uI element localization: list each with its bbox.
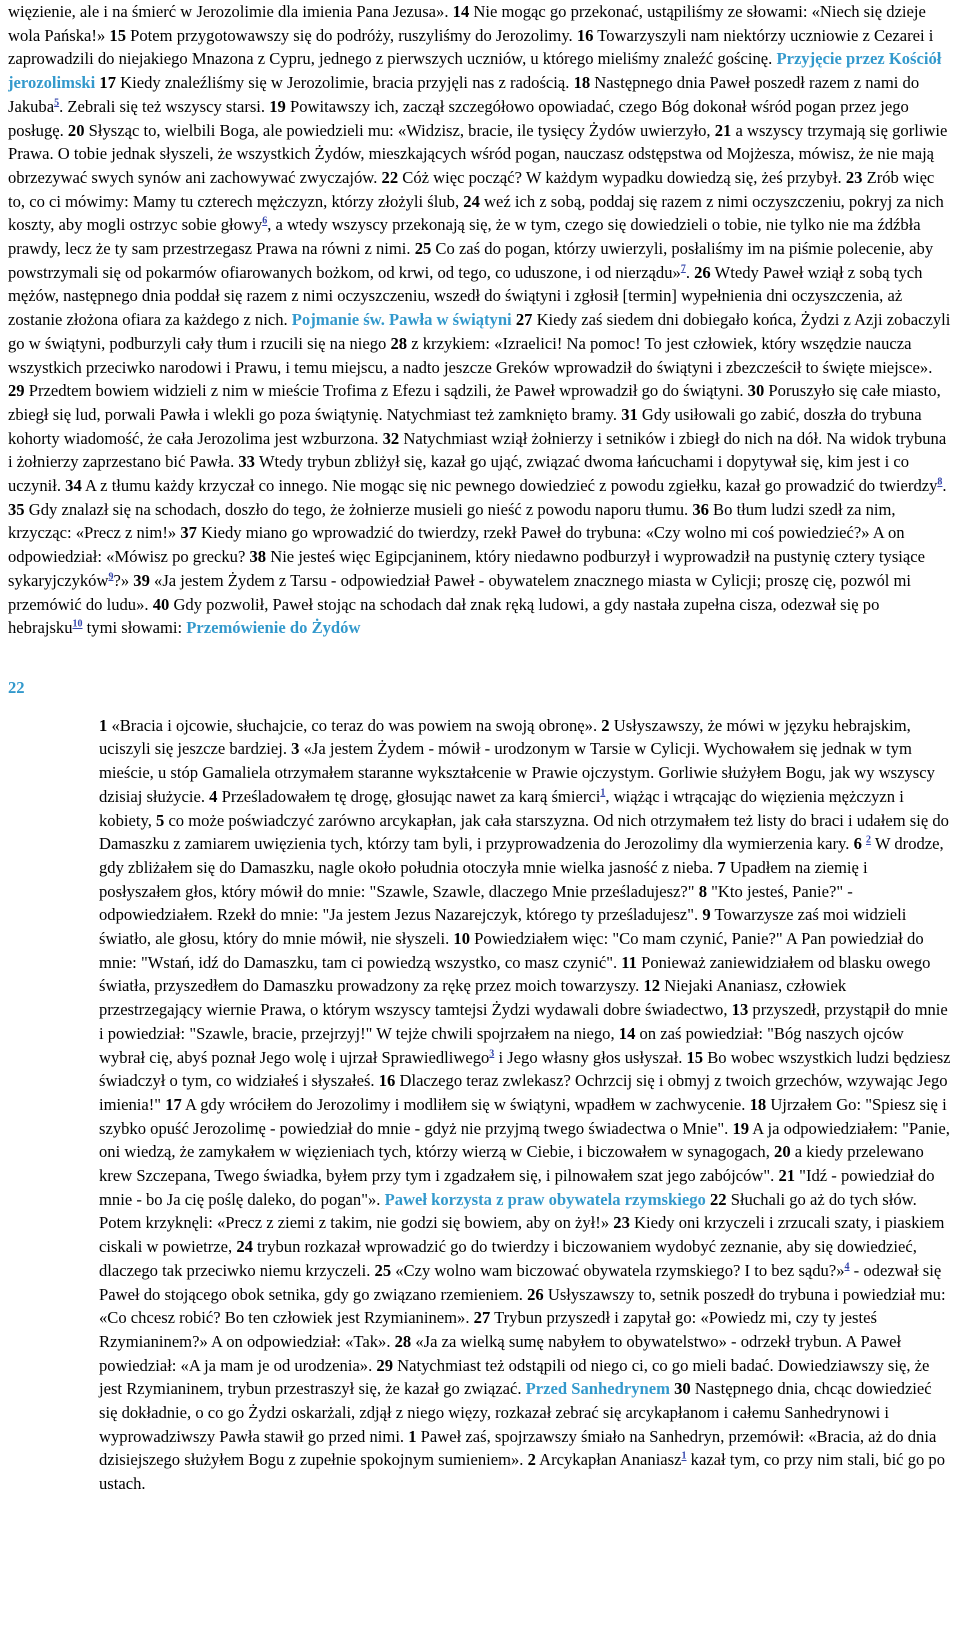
text-run: «Bracia i ojcowie, słuchajcie, co teraz do was powiem na swoją obronę». [107,715,602,735]
text-run: Natychmiast wziął żołnierzy i setników i zbiegł do nich na dół. Na widok trybuna i żołnierzy zaprzestano bić Pawła. [8,428,947,472]
verse-number: 25 [414,239,432,259]
text-run: Poruszyło się całe miasto, zbiegł się lud, porwali Pawła i wlekli go poza świątynię. Natychmiast też zamknięto bramy. [8,381,941,424]
text-run: «Ja za wielką sumę nabyłem to obywatelstwo» - odrzekł trybun. A Paweł powiedział: «A ja mam je od urodzenia». [99,1331,902,1375]
footnote-link[interactable]: 3 [489,1048,495,1059]
text-run: Słuchali go aż do tych słów. Potem krzyknęli: «Precz z ziemi z takim, nie godzi się bowiem, aby on żył!» [99,1189,917,1233]
text-run: kazał tym, co przy nim stali, bić go po ustach. [99,1450,946,1494]
section-heading: Paweł korzysta z praw obywatela rzymskiego [384,1189,706,1209]
text-run: ?» [113,570,134,590]
verse-number: 17 [99,73,117,93]
text-run: A ja odpowiedziałem: "Panie, oni wiedzą, że zamykałem w więzieniach tych, którzy wierzą w Ciebie, i biczowałem w synagogach, [99,1118,950,1162]
text-run: Natychmiast też odstąpili od niego ci, co go mieli badać. Dowiedziawszy się, że jest Rzymianinem, trybun przestraszył się, że kazał go związać. [99,1355,930,1399]
text-run: Co zaś do pogan, którzy uwierzyli, posłaliśmy im na piśmie polecenie, aby powstrzymali się od pokarmów ofiarowanych bożkom, od krwi, od tego, co uduszone, i od nierządu» [8,239,934,282]
text-run: A z tłumu każdy krzyczał co innego. Nie mogąc się nic pewnego dowiedzieć z powodu zgiełku, kazał go prowadzić do twierdzy [81,476,938,496]
footnote-link[interactable]: 2 [866,834,872,846]
text-run: Cóż więc począć? W każdym wypadku dowiedzą się, żeś przybył. [398,167,846,187]
verse-number: 28 [394,1331,412,1351]
text-run: Bo tłum ludzi szedł za nim, krzycząc: «Precz z nim!» [8,499,896,543]
text-run: Wtedy trybun zbliżył się, kazał go ująć, związać dwoma łańcuchami i dopytywał się, kim jest i co uczynił. [8,452,909,496]
text-run: «Ja jestem Żydem z Tarsu - odpowiedział Paweł - obywatelem znacznego miasta w Cylicji; proszę cię, pozwól mi przemówić do ludu». [8,570,912,614]
verse-number: 25 [374,1260,392,1280]
text-run: weź ich z sobą, poddaj się razem z nimi oczyszczeniu, pokryj za nich koszty, aby mogli ostrzyc sobie głowy [8,191,944,235]
footnote-link[interactable]: 1 [600,787,606,799]
text-run: Usłyszawszy to, setnik poszedł do trybuna i powiedział mu: «Co chcesz robić? Bo ten człowiek jest Rzymianinem». [99,1284,946,1328]
text-run: Kiedy znaleźliśmy się w Jerozolimie, bracia przyjęli nas z radością. [116,73,574,93]
text-run: - odezwał się Paweł do stojącego obok setnika, gdy go związano rzemieniem. [99,1260,942,1304]
paragraph-chapter-22-body [8,714,952,1496]
text-run: Potem przygotowawszy się do podróży, ruszyliśmy do Jerozolimy. [125,25,577,45]
text-run: Towarzysze zaś moi widzieli światło, ale głosu, który do mnie mówił, nie słyszeli. [99,905,907,949]
text-run: Kiedy oni krzyczeli i zrzucali szaty, i piaskiem ciskali w powietrze, [99,1213,945,1257]
verse-number: 11 [621,952,637,972]
footnote-link[interactable]: 6 [262,215,268,227]
text-run: Trybun przyszedł i zapytał go: «Powiedz mi, czy ty jesteś Rzymianinem?» A on odpowiedział: «Tak». [99,1308,877,1351]
text-run: «Ja jestem Żydem - mówił - urodzonym w Tarsie w Cylicji. Wychowałem się jednak w tym mieście, u stóp Gamaliela otrzymałem staranne wykształcenie w Prawie ojczystym. Gorliwie służyłem Bogu, jak wy wszyscy dzisiaj służycie. [99,739,935,806]
verse-number: 13 [731,1000,749,1020]
verse-number: 30 [674,1379,691,1399]
text-run: Nie mogąc go przekonać, ustąpiliśmy ze słowami: «Niech się dzieje wola Pańska!» [8,2,926,45]
verse-number: 24 [236,1237,253,1257]
verse-number: 16 [576,25,594,45]
verse-number: 22 [381,167,399,187]
text-run: co może poświadczyć zarówno arcykapłan, jak cała starszyzna. Od nich otrzymałem też listy do braci i udałem się do Damaszku z zamiarem uwięzienia tych, którzy tam byli, i przyprowadzenia do Jerozolimy dla wymierzenia kary. [99,810,949,854]
text-run: Upadłem na ziemię i posłyszałem głos, który mówił do mnie: "Szawle, Szawle, dlaczego Mnie prześladujesz?" [99,857,868,901]
text-run: A gdy wróciłem do Jerozolimy i modliłem się w świątyni, wpadłem w zachwycenie. [181,1094,750,1114]
verse-number: 39 [133,570,150,590]
text-run: Paweł zaś, spojrzawszy śmiało na Sanhedryn, przemówił: «Bracia, aż do dnia dzisiejszego służyłem Bogu z zupełnie spokojnym sumieniem». [99,1426,937,1470]
text-run: Towarzyszyli nam niektórzy uczniowie z Cezarei i zaprowadzili do niejakiego Mnazona z Cypru, jednego z pierwszych uczniów, u którego mieliśmy znaleźć gościnę. [8,25,934,69]
text-run: Gdy usiłowali go zabić, doszła do trybuna kohorty wiadomość, że cała Jerozolima jest wzburzona. [8,404,922,448]
verse-number: 15 [686,1047,704,1067]
footnote-link[interactable]: 7 [680,263,686,275]
text-run: Przedtem bowiem widzieli z nim w mieście Trofima z Efezu i sądzili, że Paweł wprowadził go do świątyni. [24,381,748,401]
verse-number: 7 [717,857,726,877]
verse-number: 17 [165,1094,182,1114]
text-run: Następnego dnia, chcąc dowiedzieć się dokładnie, o co go Żydzi oskarżali, zdjął z niego więzy, rozkazał zebrać się arcykapłanom i całemu Sanhedrynowi i wyprowadziwszy Pawła stawił go przed nimi. [99,1379,932,1446]
verse-number: 21 [778,1166,796,1186]
text-run: Dlaczego teraz zwlekasz? Ochrzcij się i obmyj z twoich grzechów, wzywając Jego imienia!" [99,1071,948,1114]
verse-number: 29 [376,1355,393,1375]
text-run: z krzykiem: «Izraelici! Na pomoc! To jest człowiek, który wszędzie naucza wszystkich przeciwko narodowi i Prawu, i temu miejscu, a nadto jeszcze Greków wprowadził do świątyni i zbezcześcił to święte miejsce». [8,333,933,377]
text-run: . [942,476,947,496]
verse-number: 28 [390,333,408,353]
verse-number: 18 [573,73,591,93]
verse-number: 34 [65,476,82,496]
text-run: Ponieważ zaniewidziałem od blasku owego światła, przyszedłem do Damaszku prowadzony za rękę przez moich towarzyszy. [99,952,931,996]
verse-number: 29 [8,381,25,401]
text-run: «Czy wolno wam biczować obywatela rzymskiego? I to bez sądu?» [391,1260,845,1280]
verse-number: 4 [209,786,218,806]
verse-number: 38 [249,547,267,567]
verse-number: 26 [694,262,711,282]
verse-number: 33 [238,452,255,472]
verse-number: 1 [408,1426,417,1446]
verse-number: 14 [618,1023,636,1043]
verse-number: 22 [709,1189,727,1209]
verse-number: 37 [180,523,197,543]
text-run: Nie jesteś więc Egipcjaninem, który niedawno podburzył i wyprowadził na pustynię cztery tysiące sykaryjczyków [8,547,925,590]
verse-number: 18 [749,1094,767,1114]
section-heading: Przyjęcie przez Kościół jerozolimski [8,49,942,93]
text-run: a wszyscy trzymają się gorliwie Prawa. O tobie jednak słyszeli, że wszystkich Żydów, mieszkających wśród pogan, nauczasz odstępstwa od Mojżesza, mówisz, że nie mają obrzezywać swych synów ani zachowywać zwyczajów. [8,120,948,187]
footnote-link[interactable]: 4 [844,1261,850,1273]
verse-number: 3 [291,739,300,759]
verse-number: 20 [67,120,85,140]
text-run: . [685,262,695,282]
text-run: Zrób więc to, co ci mówimy: Mamy tu czterech mężczyzn, którzy złożyli ślub, [8,167,935,211]
paragraph-chapter-21-end [8,0,952,640]
footnote-link[interactable]: 9 [108,571,114,583]
verse-number: 16 [378,1071,396,1091]
text-run: , a wtedy wszyscy przekonają się, że w tym, czego się dowiedzieli o tobie, nie tylko nie ma źdźbła prawdy, lecz że ty sam przestrzegasz Prawa na równi z nimi. [8,215,921,259]
verse-number: 19 [269,96,286,116]
verse-number: 5 [156,810,165,830]
verse-number: 9 [702,905,711,925]
verse-number: 15 [109,25,126,45]
text-run: Kiedy miano go wprowadzić do twierdzy, rzekł Paweł do trybuna: «Czy wolno mi coś powiedzieć?» A on odpowiedział: «Mówisz po grecku? [8,523,905,567]
text-run: Gdy znalazł się na schodach, doszło do tego, że żołnierze musieli go nieść z powodu naporu tłumu. [24,499,693,519]
text-run: Powitawszy ich, zaczął szczegółowo opowiadać, czego Bóg dokonał wśród pogan przez jego posługę. [8,96,909,140]
text-run: "Kto jesteś, Panie?" - odpowiedziałem. Rzekł do mnie: "Ja jestem Jezus Nazarejczyk, którego ty prześladujesz". [99,881,853,925]
verse-number: 12 [643,976,661,996]
verse-number: 10 [453,929,471,949]
verse-number: 8 [698,881,707,901]
section-heading: Przemówienie do Żydów [186,618,361,638]
text-run: Następnego dnia Paweł poszedł razem z nami do Jakuba [8,73,920,116]
text-run: Gdy pozwolił, Paweł stojąc na schodach dał znak ręką ludowi, a gdy nastała zupełna cisza, odezwał się po hebrajsku [8,594,880,638]
verse-number: 2 [601,715,610,735]
verse-number: 32 [382,428,400,448]
text-run: Kiedy zaś siedem dni dobiegało końca, Żydzi z Azji zobaczyli go w świątyni, podburzyli cały tłum i rzucili się na niego [8,310,951,353]
text-run: W drodze, gdy zbliżałem się do Damaszku, nagle około południa otoczyła mnie wielka jasność z nieba. [99,834,944,877]
verse-number: 27 [515,310,533,330]
verse-number: 27 [473,1308,491,1328]
verse-number: 21 [714,120,732,140]
verse-number: 30 [747,381,765,401]
text-run: Niejaki Ananiasz, człowiek przestrzegający wiernie Prawa, o którym wszyscy tamtejsi Żydzi wydawali dobre świadectwo, [99,976,847,1020]
text-run: więzienie, ale i na śmierć w Jerozolimie dla imienia Pana Jezusa». [8,2,453,21]
section-heading: Przed Sanhedrynem [525,1379,670,1399]
footnote-link[interactable]: 8 [937,476,943,488]
verse-number: 26 [527,1284,544,1304]
text-run: on zaś powiedział: "Bóg naszych ojców wybrał cię, abyś poznał Jego wolę i ujrzał Sprawiedliwego [99,1023,904,1067]
section-heading: Pojmanie św. Pawła w świątyni [291,310,512,330]
text-run: "Idź - powiedział do mnie - bo Ja cię poślę daleko, do pogan"». [99,1166,935,1209]
footnote-link[interactable]: 5 [54,97,60,109]
text-run: przyszedł, przystąpił do mnie i powiedział: "Szawle, bracie, przejrzyj!" W tejże chwili spojrzałem na niego, [99,1000,948,1043]
text-run: i Jego własny głos usłyszał. [494,1047,687,1067]
verse-number: 31 [621,404,638,424]
verse-number: 23 [845,167,863,187]
text-run: a kiedy przelewano krew Szczepana, Twego świadka, byłem przy tym i zgadzałem się, i pilnowałem szat jego zabójców". [99,1142,924,1186]
text-run: Arcykapłan Ananiasz [535,1450,682,1470]
text-run: tymi słowami: [82,618,187,638]
verse-number: 1 [99,715,108,735]
text-run: Prześladowałem tę drogę, głosując nawet za karą śmierci [217,786,601,806]
text-run: Bo wobec wszystkich ludzi będziesz świadczył o tym, co widziałeś i słyszałeś. [99,1047,951,1091]
text-run: Usłyszawszy, że mówi w języku hebrajskim, uciszyli się jeszcze bardziej. [99,715,911,759]
text-run: trybun rozkazał wprowadzić go do twierdzy i biczowaniem wydobyć zeznanie, aby się dowiedzieć, dlaczego tak przeciwko niemu krzyczeli. [99,1237,917,1280]
text-run: Powiedziałem więc: "Co mam czynić, Panie?" A Pan powiedział do mnie: "Wstań, idź do Damaszku, tam ci powiedzą wszystko, co masz czynić". [99,929,924,972]
verse-number: 24 [463,191,480,211]
verse-number: 2 [527,1450,536,1470]
footnote-link[interactable]: 1 [681,1450,687,1462]
text-run: Słysząc to, wielbili Boga, ale powiedzieli mu: «Widzisz, bracie, ile tysięcy Żydów uwierzyło, [84,120,715,140]
verse-number: 35 [8,499,25,519]
verse-number: 19 [732,1118,750,1138]
verse-number: 14 [452,2,470,21]
text-run: , wiążąc i wtrącając do więzienia mężczyzn i kobiety, [99,786,904,830]
text-run: Wtedy Paweł wziął z sobą tych mężów, następnego dnia poddał się razem z nimi oczyszczeniu, wszedł do świątyni i zgłosił [termin] wypełnienia dni oczyszczenia, aż zostanie złożona ofiara za każdego z nich. [8,262,923,330]
verse-number: 20 [774,1142,791,1162]
text-run: Ujrzałem Go: "Spiesz się i szybko opuść Jerozolimę - powiedział do mnie - gdyż nie przyjmą twego świadectwa o Mnie". [99,1094,947,1138]
bible-text-page [8,0,952,1633]
footnote-link[interactable]: 10 [72,618,83,630]
verse-number: 40 [152,594,170,614]
verse-number: 36 [692,499,709,519]
chapter-number: 22 [8,677,25,697]
verse-number: 23 [613,1213,630,1233]
verse-number: 6 [853,834,862,854]
text-run: . Zebrali się też wszyscy starsi. [59,96,270,116]
